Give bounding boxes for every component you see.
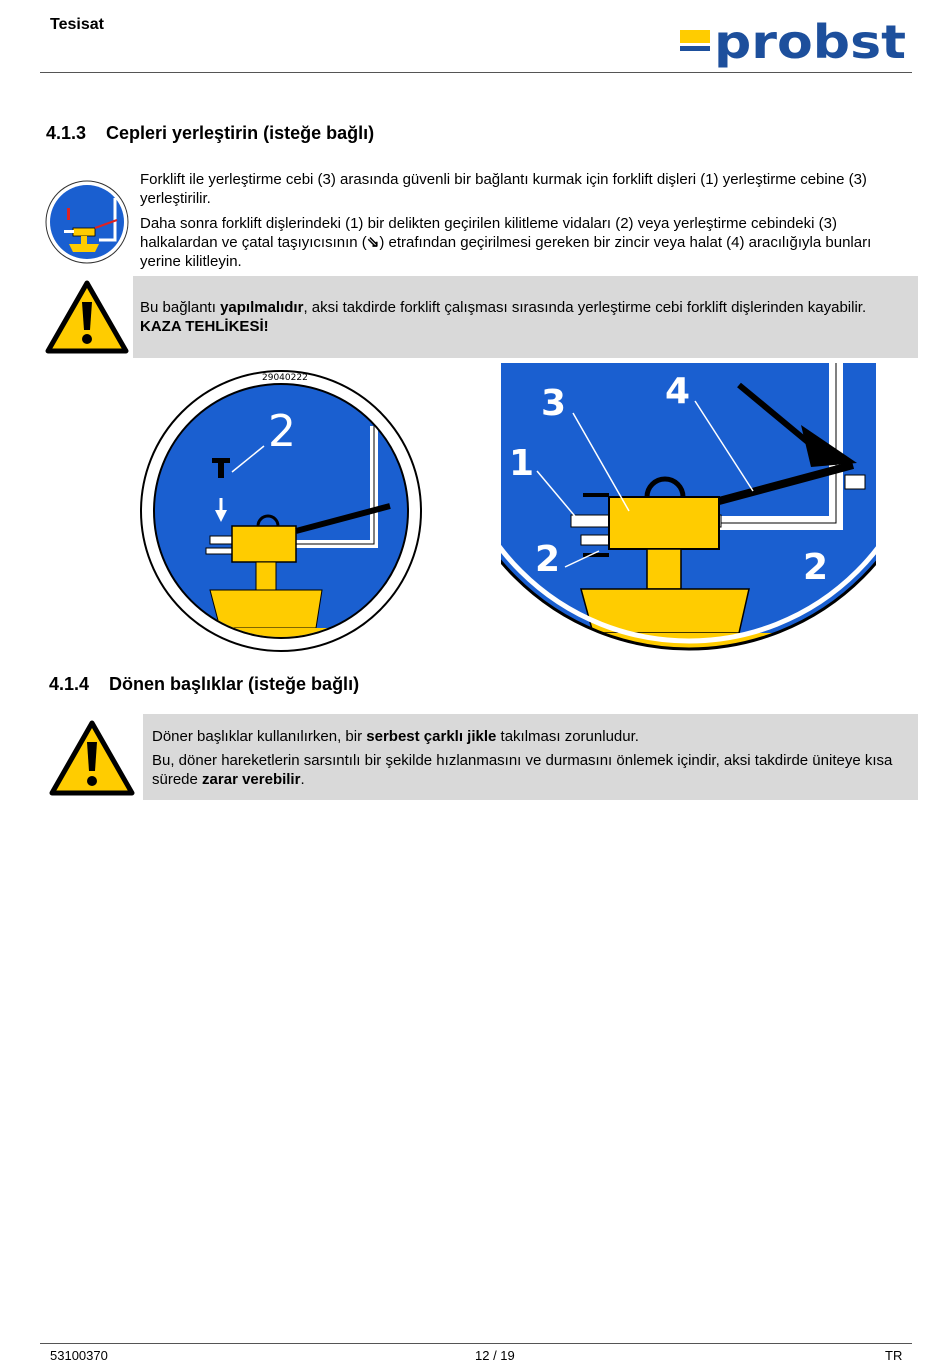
- warning-text-part: Bu, döner hareketlerin sarsıntılı bir şekilde hızlanmasını ve durmasını önlemek içindir, aksi takdirde üniteye kısa sürede: [152, 752, 893, 788]
- figure2-label-2: 2: [535, 539, 561, 580]
- figure2-label-1: 1: [509, 443, 535, 484]
- section-number: 4.1.4: [49, 674, 90, 694]
- fork-carrier-arrow-icon: ⇘: [366, 234, 380, 251]
- warning-triangle-icon: [49, 720, 135, 796]
- footer-divider: [40, 1343, 912, 1344]
- header-title: Tesisat: [50, 16, 104, 33]
- figure2-label-4: 4: [665, 371, 691, 412]
- section-heading: Dönen başlıklar (isteğe bağlı): [109, 674, 360, 694]
- warning-line-1: [152, 727, 912, 746]
- footer-doc-number: 53100370: [50, 1348, 108, 1363]
- warning-text-part: , aksi takdirde forklift çalışması sırasında yerleştirme cebi forklift dişlerinden kayabilir.: [303, 299, 867, 316]
- paragraph-2-part-b: ) etrafından geçirilmesi gereken bir zincir veya halat (4) aracılığıyla bunları yerine kilitleyin.: [140, 234, 872, 270]
- warning-text-1: [140, 298, 910, 336]
- figure2-label-2b: 2: [803, 547, 829, 588]
- warning-box-1: [133, 276, 918, 358]
- warning-emphasis: zarar verebilir: [202, 771, 301, 788]
- figure-pocket-detail: [501, 363, 876, 655]
- accident-danger-label: KAZA TEHLİKESİ!: [140, 318, 269, 335]
- mandatory-sign-icon: [45, 180, 129, 264]
- figure-locking-screw: [140, 366, 424, 656]
- logo-text: probst: [714, 20, 906, 68]
- paragraph-1: Forklift ile yerleştirme cebi (3) arasında güvenli bir bağlantı kurmak için forklift dişleri (1) yerleştirme cebine (3) yerleştirilir.: [140, 171, 867, 207]
- warning-emphasis: serbest çarklı jikle: [366, 728, 497, 745]
- warning-text-part: .: [300, 771, 305, 788]
- warning-text-part: Döner başlıklar kullanılırken, bir: [152, 728, 367, 745]
- section-title-4-1-3: [46, 123, 374, 144]
- section-number: 4.1.3: [46, 123, 87, 143]
- paragraph-2: [140, 214, 910, 271]
- footer-page-number: 12 / 19: [475, 1348, 515, 1363]
- footer-language: TR: [885, 1348, 903, 1363]
- header-divider: [40, 72, 912, 73]
- warning-box-2: [143, 714, 918, 800]
- warning-triangle-icon: [45, 280, 129, 354]
- warning-text-part: Bu bağlantı: [140, 299, 221, 316]
- warning-emphasis: yapılmalıdır: [220, 299, 304, 316]
- section-title-4-1-4: [49, 674, 359, 695]
- warning-line-2: [152, 751, 912, 789]
- figure1-label-2: 2: [268, 406, 296, 457]
- figure2-label-3: 3: [541, 383, 567, 424]
- paragraph-2-part-a: Daha sonra forklift dişlerindeki (1) bir delikten geçirilen kilitleme vidaları (2) veya yerleştirme cebindeki (3) halkalardan ve çatal taşıyıcısının (: [140, 215, 837, 251]
- section-heading: Cepleri yerleştirin (isteğe bağlı): [106, 123, 375, 143]
- warning-text-part: takılması zorunludur.: [496, 728, 639, 745]
- probst-logo: [678, 20, 910, 68]
- figure-code: 29040222: [262, 373, 308, 383]
